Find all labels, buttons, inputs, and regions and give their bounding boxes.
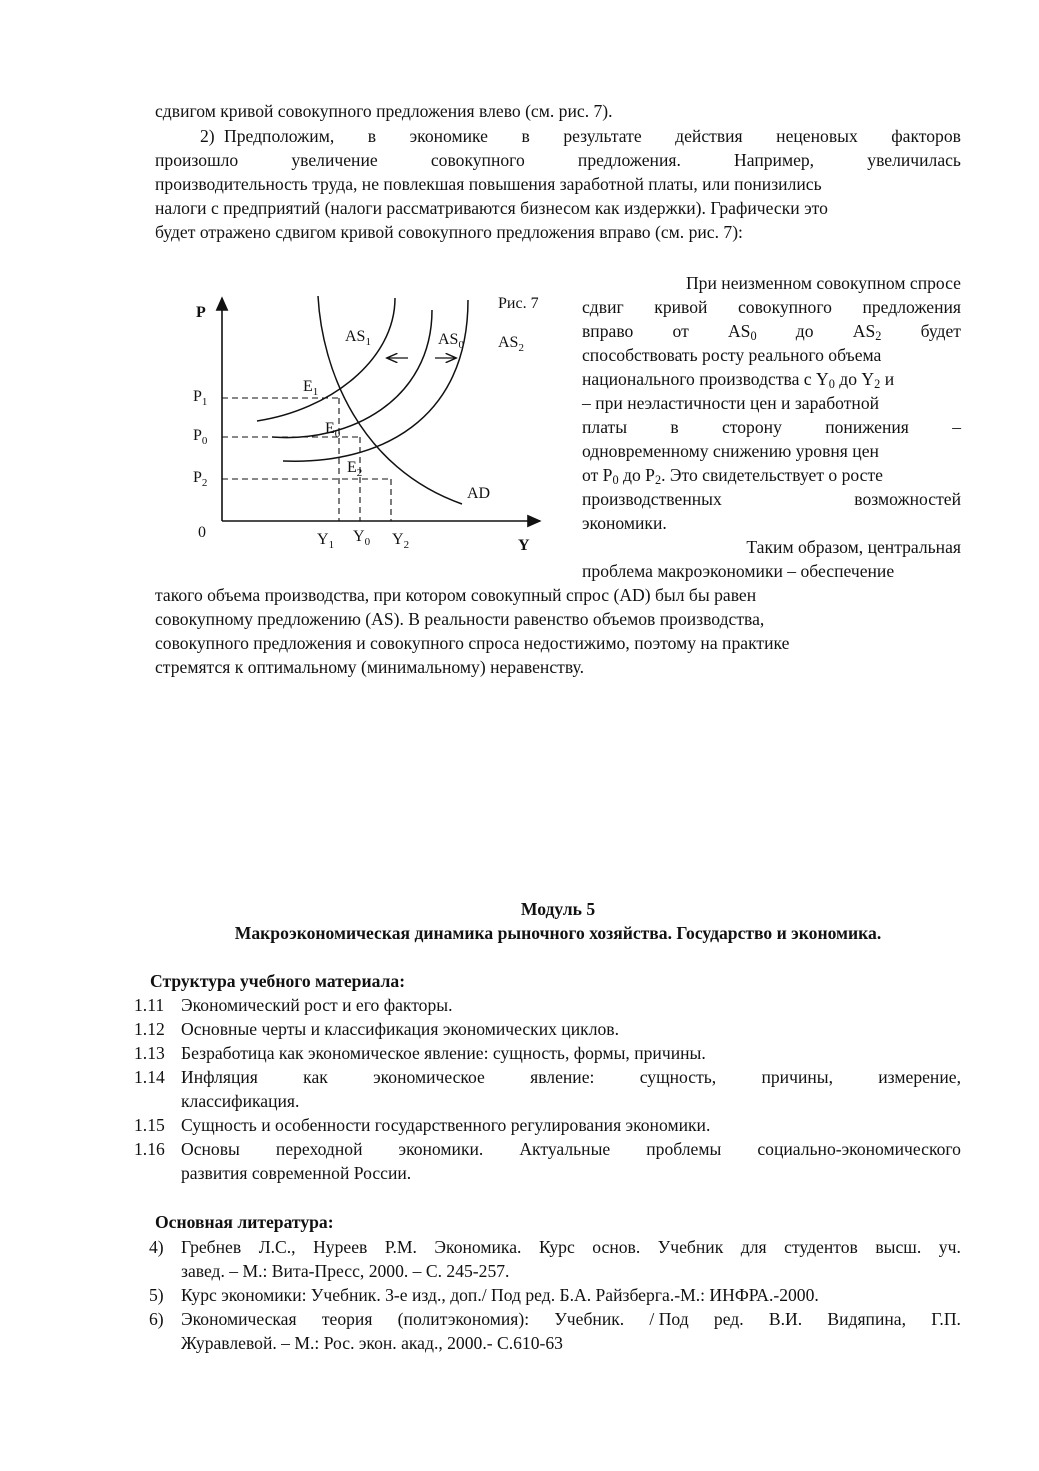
word: уч. bbox=[938, 1237, 961, 1257]
word: понижения bbox=[825, 417, 909, 437]
word: Л.С., bbox=[258, 1237, 296, 1257]
tick-label-y0: $Y_0$ bbox=[353, 528, 371, 548]
text-line: такого объема производства, при котором совокупный спрос (AD) был бы равен bbox=[155, 585, 757, 605]
reference-item bbox=[181, 1307, 961, 1331]
word: предложения bbox=[862, 297, 961, 317]
text-line bbox=[155, 148, 961, 172]
word: платы bbox=[582, 417, 628, 437]
list-item bbox=[181, 1065, 961, 1089]
word: / Под bbox=[649, 1309, 689, 1329]
word: измерение, bbox=[878, 1067, 961, 1087]
curve-as1 bbox=[257, 298, 395, 421]
list-number: 2) bbox=[200, 126, 215, 146]
word: – bbox=[952, 417, 961, 437]
word: студентов bbox=[784, 1237, 858, 1257]
word: экономическое bbox=[373, 1067, 485, 1087]
axis-label-p: P bbox=[196, 304, 206, 321]
word: предложения. bbox=[577, 150, 681, 170]
literature-heading: Основная литература: bbox=[155, 1212, 334, 1232]
label-e1: $E_1$ bbox=[303, 378, 319, 398]
word: сущность, bbox=[639, 1067, 717, 1087]
list-item: Безработица как экономическое явление: сущность, формы, причины. bbox=[181, 1043, 706, 1063]
word: причины, bbox=[761, 1067, 833, 1087]
list-number: 5) bbox=[149, 1285, 164, 1305]
text-line: – при неэластичности цен и заработной bbox=[582, 393, 880, 413]
word: результате bbox=[563, 126, 642, 146]
reference-continuation: Журавлевой. – М.: Рос. экон. акад., 2000.- С.610-63 bbox=[181, 1333, 563, 1353]
tick-label-p1: $P_1$ bbox=[193, 388, 208, 408]
text-line: совокупного предложения и совокупного спроса недостижимо, поэтому на практике bbox=[155, 633, 790, 653]
label-ad: AD bbox=[467, 485, 491, 502]
word: Р.М. bbox=[384, 1237, 417, 1257]
origin-label: 0 bbox=[198, 524, 206, 541]
reference-item: Курс экономики: Учебник. 3-е изд., доп./ Под ред. Б.А. Райзберга.-М.: ИНФРА.-2000. bbox=[181, 1285, 819, 1305]
word: Актуальные bbox=[519, 1139, 611, 1159]
tick-label-y2: $Y_2$ bbox=[392, 531, 410, 551]
word: сторону bbox=[722, 417, 782, 437]
list-number: 1.14 bbox=[134, 1067, 165, 1087]
word: кривой bbox=[654, 297, 708, 317]
list-item: Основные черты и классификация экономических циклов. bbox=[181, 1019, 619, 1039]
text-line bbox=[582, 415, 961, 439]
text-line: национального производства с $Y_0$ до $Y_2$ и bbox=[582, 369, 895, 391]
text-line: совокупному предложению (AS). В реальности равенство объемов производства, bbox=[155, 609, 765, 629]
list-item: Сущность и особенности государственного регулирования экономики. bbox=[181, 1115, 711, 1135]
text-line: стремятся к оптимальному (минимальному) неравенству. bbox=[155, 657, 584, 677]
list-number: 1.15 bbox=[134, 1115, 165, 1135]
word: Учебник bbox=[657, 1237, 724, 1257]
text-line: проблема макроэкономики – обеспечение bbox=[582, 561, 895, 581]
word: ред. bbox=[713, 1309, 744, 1329]
list-number: 1.16 bbox=[134, 1139, 165, 1159]
text-line: производительность труда, не повлекшая повышения заработной платы, или понизились bbox=[155, 174, 822, 194]
text-line: Таким образом, центральная bbox=[746, 537, 961, 557]
word: Нуреев bbox=[313, 1237, 368, 1257]
text-line bbox=[224, 124, 961, 148]
label-as2: $AS_2$ bbox=[498, 334, 524, 354]
text-line: налоги с предприятий (налоги рассматриваются бизнесом как издержки). Графически это bbox=[155, 198, 828, 218]
label-e2: $E_2$ bbox=[347, 459, 363, 479]
list-number: 1.12 bbox=[134, 1019, 165, 1039]
tick-label-p2: $P_2$ bbox=[193, 469, 208, 489]
list-item-continuation: классификация. bbox=[181, 1091, 300, 1111]
word: экономике bbox=[409, 126, 488, 146]
caption: Рис. 7 bbox=[498, 295, 539, 312]
word: в bbox=[521, 126, 530, 146]
text-line bbox=[582, 487, 961, 511]
list-number: 1.13 bbox=[134, 1043, 165, 1063]
word: Экономическая bbox=[181, 1309, 297, 1329]
word: производственных bbox=[582, 489, 722, 509]
word: сдвиг bbox=[582, 297, 624, 317]
word: явление: bbox=[530, 1067, 595, 1087]
list-number: 6) bbox=[149, 1309, 164, 1329]
module-subtitle: Макроэкономическая динамика рыночного хозяйства. Государство и экономика. bbox=[234, 923, 882, 943]
word: В.И. bbox=[768, 1309, 803, 1329]
word: Учебник. bbox=[554, 1309, 625, 1329]
word: теория bbox=[321, 1309, 373, 1329]
text-line: будет отражено сдвигом кривой совокупного предложения вправо (см. рис. 7): bbox=[155, 222, 743, 242]
list-item-continuation: развития современной России. bbox=[181, 1163, 412, 1183]
word: высш. bbox=[875, 1237, 922, 1257]
text-line: экономики. bbox=[582, 513, 667, 533]
axis-label-y: Y bbox=[518, 537, 530, 554]
label-e0: $E_0$ bbox=[325, 420, 341, 440]
word: проблемы bbox=[646, 1139, 722, 1159]
reference-item bbox=[181, 1235, 961, 1259]
module-title: Модуль 5 bbox=[520, 899, 596, 919]
figure-7-as-ad-graph bbox=[185, 285, 560, 565]
tick-label-y1: $Y_1$ bbox=[317, 531, 335, 551]
text-line: При неизменном совокупном спросе bbox=[685, 273, 961, 293]
word: как bbox=[303, 1067, 328, 1087]
word: в bbox=[367, 126, 377, 146]
word: Видяпина, bbox=[827, 1309, 906, 1329]
word: в bbox=[670, 417, 679, 437]
text-line: вправо от $AS_0$ до $AS_2$ будет bbox=[582, 321, 961, 343]
text-line: одновременному снижению уровня цен bbox=[582, 441, 879, 461]
word: произошло bbox=[155, 150, 239, 170]
word: основ. bbox=[592, 1237, 641, 1257]
list-item bbox=[181, 1137, 961, 1161]
word: социально-экономического bbox=[757, 1139, 961, 1159]
label-as1: $AS_1$ bbox=[345, 328, 371, 348]
list-number: 1.11 bbox=[134, 995, 165, 1015]
word: Гребнев bbox=[181, 1237, 242, 1257]
word: неценовых bbox=[776, 126, 858, 146]
word: увеличилась bbox=[867, 150, 961, 170]
text-line bbox=[582, 295, 961, 319]
word: Г.П. bbox=[931, 1309, 961, 1329]
tick-label-p0: $P_0$ bbox=[193, 427, 208, 447]
word: возможностей bbox=[854, 489, 961, 509]
word: переходной bbox=[275, 1139, 363, 1159]
word: Предположим, bbox=[224, 126, 335, 146]
word: Курс bbox=[538, 1237, 575, 1257]
word: Инфляция bbox=[181, 1067, 258, 1087]
word: экономики. bbox=[398, 1139, 484, 1159]
dashed-guides bbox=[222, 398, 391, 521]
word: Например, bbox=[734, 150, 815, 170]
word: действия bbox=[675, 126, 743, 146]
word: совокупного bbox=[430, 150, 525, 170]
text-line: сдвигом кривой совокупного предложения влево (см. рис. 7). bbox=[155, 101, 613, 121]
word: Основы bbox=[181, 1139, 240, 1159]
list-item: Экономический рост и его факторы. bbox=[181, 995, 453, 1015]
reference-continuation: завед. – М.: Вита-Пресс, 2000. – С. 245-257. bbox=[181, 1261, 510, 1281]
list-number: 4) bbox=[149, 1237, 164, 1257]
structure-heading: Структура учебного материала: bbox=[150, 971, 406, 991]
label-as0: $AS_0$ bbox=[438, 331, 464, 351]
text-line: от $P_0$ до $P_2$. Это свидетельствует о росте bbox=[582, 465, 883, 487]
text-line: способствовать росту реального объема bbox=[582, 345, 882, 365]
word: (политэкономия): bbox=[397, 1309, 530, 1329]
word: совокупного bbox=[738, 297, 832, 317]
word: факторов bbox=[891, 126, 961, 146]
word: Экономика. bbox=[434, 1237, 522, 1257]
word: для bbox=[740, 1237, 767, 1257]
word: увеличение bbox=[291, 150, 378, 170]
